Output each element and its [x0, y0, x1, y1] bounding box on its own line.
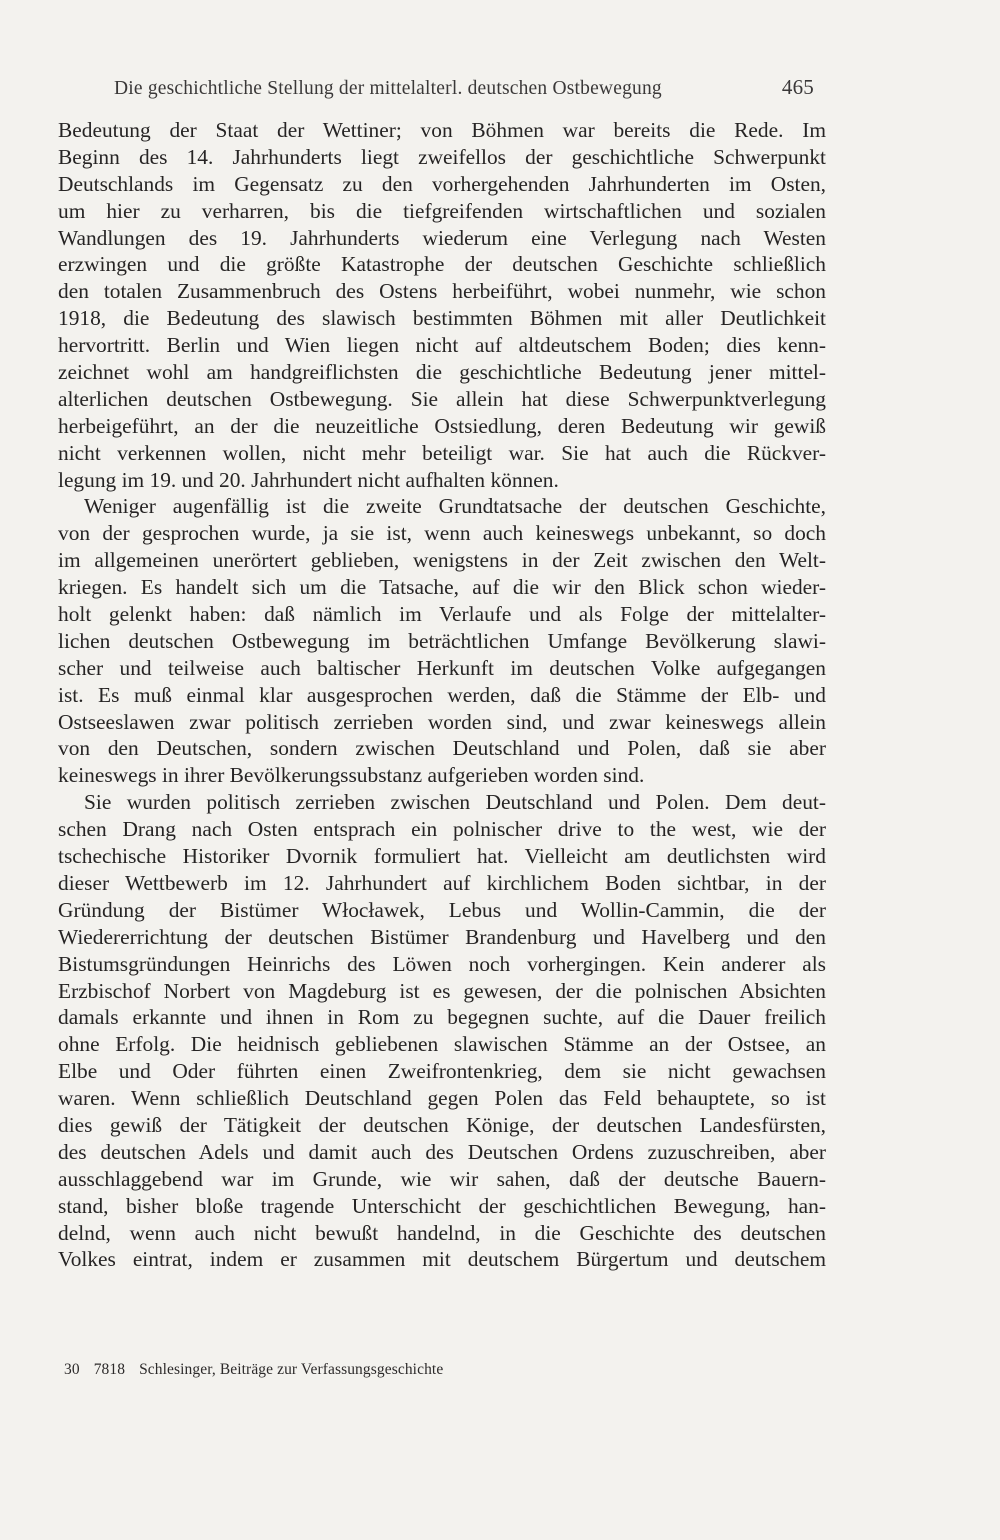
text-line: um hier zu verharren, bis die tiefgreifenden wirtschaftlichen und sozialen — [58, 198, 826, 223]
imprint-text: Schlesinger, Beiträge zur Verfassungsgeschichte — [139, 1361, 444, 1378]
text-line: ist. Es muß einmal klar ausgesprochen werden, daß die Stämme der Elb- und — [58, 682, 826, 707]
text-line: holt gelenkt haben: daß nämlich im Verlaufe und als Folge der mittelalter- — [58, 602, 826, 627]
running-header — [114, 75, 814, 100]
text-line: Deutschlands im Gegensatz zu den vorhergehenden Jahrhunderten im Osten, — [58, 171, 826, 196]
text-line: hervortritt. Berlin und Wien liegen nicht auf altdeutschem Boden; dies kenn- — [58, 333, 826, 358]
text-line: keineswegs in ihrer Bevölkerungssubstanz aufgerieben worden sind. — [58, 763, 645, 788]
text-line: von den Deutschen, sondern zwischen Deutschland und Polen, daß sie aber — [58, 736, 826, 761]
text-line: dieser Wettbewerb im 12. Jahrhundert auf kirchlichem Boden sichtbar, in der — [58, 870, 826, 895]
text-line: ohne Erfolg. Die heidnisch gebliebenen slawischen Stämme an der Ostsee, an — [58, 1032, 826, 1057]
text-line: nicht verkennen wollen, nicht mehr beteiligt war. Sie hat auch die Rückver- — [58, 440, 826, 465]
signature-number: 30 — [64, 1361, 80, 1378]
text-line: tschechische Historiker Dvornik formuliert hat. Vielleicht am deutlichsten wird — [58, 844, 826, 869]
text-line: ausschlaggebend war im Grunde, wie wir sahen, daß der deutsche Bauern- — [58, 1166, 826, 1191]
text-line: kriegen. Es handelt sich um die Tatsache, auf die wir den Blick schon wieder- — [58, 575, 826, 600]
text-line: 1918, die Bedeutung des slawisch bestimmten Böhmen mit aller Deutlichkeit — [58, 306, 826, 331]
text-line: den totalen Zusammenbruch des Ostens herbeiführt, wobei nunmehr, wie schon — [58, 279, 826, 304]
text-line: damals erkannte und ihnen in Rom zu begegnen suchte, auf die Dauer freilich — [58, 1005, 826, 1030]
text-line: im allgemeinen unerörtert geblieben, wenigstens in der Zeit zwischen den Welt- — [58, 548, 826, 573]
running-title: Die geschichtliche Stellung der mittelalterl. deutschen Ostbewegung — [114, 78, 662, 99]
text-line: stand, bisher bloße tragende Unterschicht der geschichtlichen Bewegung, han- — [58, 1193, 826, 1218]
print-code: 7818 — [93, 1361, 126, 1378]
body-text — [58, 117, 826, 1273]
text-line: legung im 19. und 20. Jahrhundert nicht aufhalten können. — [58, 467, 559, 492]
text-line: Volkes eintrat, indem er zusammen mit deutschem Bürgertum und deutschem — [58, 1247, 826, 1272]
text-line: erzwingen und die größte Katastrophe der deutschen Geschichte schließlich — [58, 252, 826, 277]
text-line: alterlichen deutschen Ostbewegung. Sie allein hat diese Schwerpunktverlegung — [58, 386, 826, 411]
page-number: 465 — [781, 75, 814, 99]
text-line: Beginn des 14. Jahrhunderts liegt zweifellos der geschichtliche Schwerpunkt — [58, 144, 826, 169]
text-line: Ostseeslawen zwar politisch zerrieben worden sind, und zwar keineswegs allein — [58, 709, 826, 734]
text-line: schen Drang nach Osten entsprach ein polnischer drive to the west, wie der — [58, 817, 826, 842]
text-line: des deutschen Adels und damit auch des Deutschen Ordens zuzuschreiben, aber — [58, 1139, 826, 1164]
text-line: Bedeutung der Staat der Wettiner; von Böhmen war bereits die Rede. Im — [58, 118, 826, 142]
text-line: scher und teilweise auch baltischer Herkunft im deutschen Volke aufgegangen — [58, 655, 826, 680]
text-line: herbeigeführt, an der die neuzeitliche Ostsiedlung, deren Bedeutung wir gewiß — [58, 413, 826, 438]
text-line: Erzbischof Norbert von Magdeburg ist es gewesen, der die polnischen Absichten — [58, 978, 826, 1003]
text-line: waren. Wenn schließlich Deutschland gegen Polen das Feld behauptete, so ist — [58, 1086, 826, 1111]
text-line: dies gewiß der Tätigkeit der deutschen Könige, der deutschen Landesfürsten, — [58, 1112, 826, 1137]
text-line: Gründung der Bistümer Włocławek, Lebus und Wollin-Cammin, die der — [58, 897, 826, 922]
text-line: zeichnet wohl am handgreiflichsten die geschichtliche Bedeutung jener mittel- — [58, 360, 826, 385]
text-line: von der gesprochen wurde, ja sie ist, wenn auch keineswegs unbekannt, so doch — [58, 521, 826, 546]
text-line: Wandlungen des 19. Jahrhunderts wiederum eine Verlegung nach Westen — [58, 225, 826, 250]
text-line: lichen deutschen Ostbewegung im beträchtlichen Umfange Bevölkerung slawi- — [58, 628, 826, 653]
text-line: Wiedererrichtung der deutschen Bistümer Brandenburg und Havelberg und den — [58, 924, 826, 949]
signature-line — [64, 1361, 453, 1379]
text-line: delnd, wenn auch nicht bewußt handelnd, in die Geschichte des deutschen — [58, 1220, 826, 1245]
text-line: Elbe und Oder führten einen Zweifrontenkrieg, dem sie nicht gewachsen — [58, 1059, 826, 1084]
text-line: Weniger augenfällig ist die zweite Grundtatsache der deutschen Geschichte, — [84, 494, 826, 519]
text-line: Bistumsgründungen Heinrichs des Löwen noch vorhergingen. Kein anderer als — [58, 951, 826, 976]
text-line: Sie wurden politisch zerrieben zwischen Deutschland und Polen. Dem deut- — [84, 790, 826, 815]
